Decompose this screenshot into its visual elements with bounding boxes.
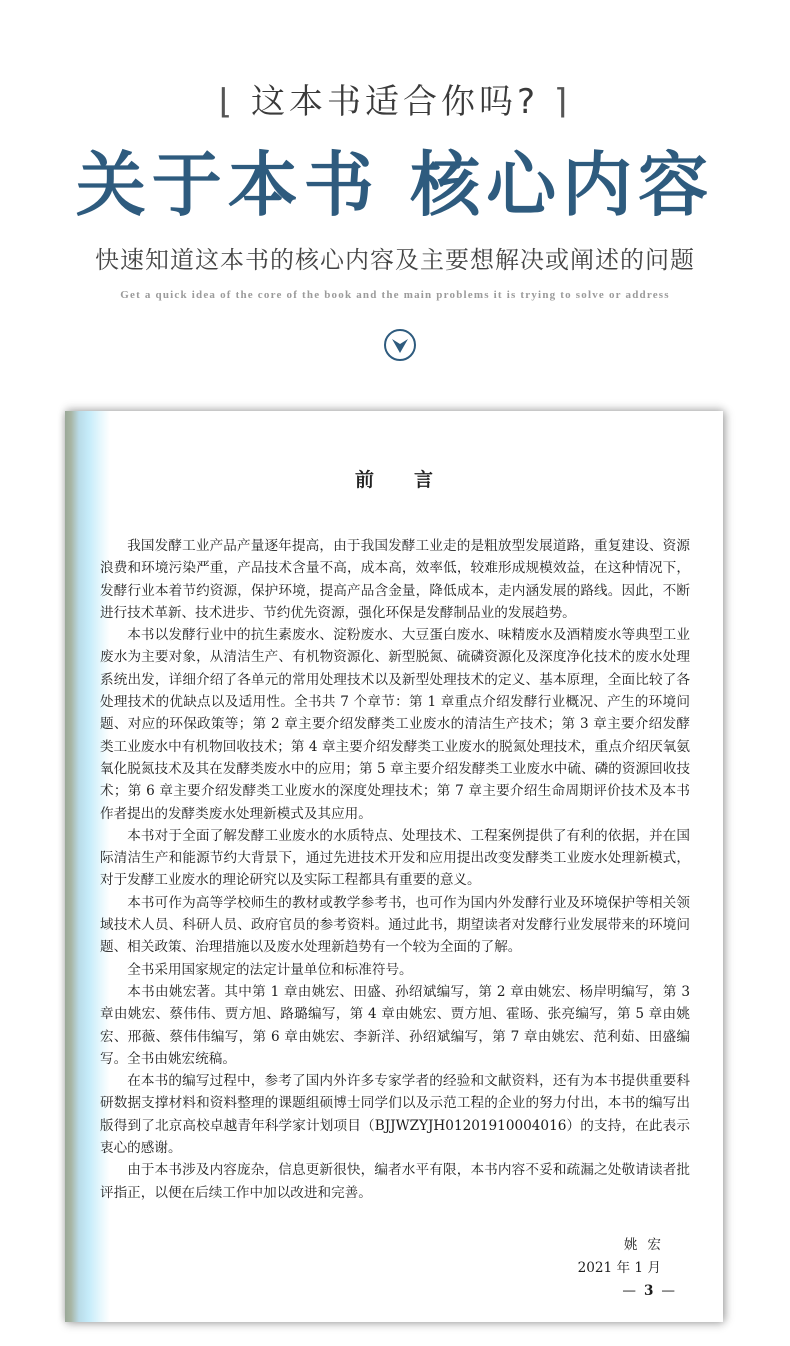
question-heading — [0, 80, 790, 124]
paragraph: 本书可作为高等学校师生的教材或教学参考书，也可作为国内外发酵行业及环境保护等相关领域技术人员、科研人员、政府官员的参考资料。通过此书，期望读者对发酵行业发展带来的环境问题、相关政策、治理措施以及废水处理新趋势有一个较为全面的了解。 — [100, 894, 690, 956]
page-number — [622, 1283, 675, 1299]
paragraph: 本书以发酵行业中的抗生素废水、淀粉废水、大豆蛋白废水、味精废水及酒精废水等典型工业废水为主要对象，从清洁生产、有机物资源化、新型脱氮、硫磷资源化及深度净化技术的废水处理系统出发，详细介绍了各单元的常用处理技术以及新型处理技术的定义、基本原理，全面比较了各处理技术的优缺点以及适用性。全书共 7 个章节：第 1 章重点介绍发酵行业概况、产生的环境问题、对应的环保政策等；第 2 章主要介绍发酵类工业废水的清洁生产技术；第 3 章主要介绍发酵类工业废水中有机物回收技术；第 4 章主要介绍发酵类工业废水的脱氮处理技术，重点介绍厌氧氨氧化脱氮技术及其在发酵类废水中的应用；第 5 章主要介绍发酵类工业废水中硫、磷的资源回收技术；第 6 章主要介绍发酵类工业废水的深度处理技术；第 7 章主要介绍生命周期评价技术及本书作者提出的发酵类废水处理新模式及其应用。 — [100, 627, 690, 822]
subtitle-english: Get a quick idea of the core of the book and the main problems it is trying to solve or address — [120, 289, 670, 301]
paragraph: 本书由姚宏著。其中第 1 章由姚宏、田盛、孙绍斌编写，第 2 章由姚宏、杨岸明编写，第 3 章由姚宏、蔡伟伟、贾方旭、路璐编写，第 4 章由姚宏、贾方旭、霍旸、张亮编写，第 5 章由姚宏、邢薇、蔡伟伟编写，第 6 章由姚宏、李新洋、孙绍斌编写，第 7 章由姚宏、范利茹、田盛编写。全书由姚宏统稿。 — [100, 983, 690, 1067]
question-text: 这本书适合你吗? — [250, 82, 540, 122]
dash-left: — — [622, 1283, 636, 1299]
scanned-book-page — [65, 411, 723, 1322]
author-name: 姚宏 — [623, 1237, 671, 1253]
scroll-down-button[interactable] — [383, 328, 417, 362]
paragraph: 我国发酵工业产品产量逐年提高，由于我国发酵工业走的是粗放型发展道路，重复建设、资源浪费和环境污染严重，产品技术含量不高，成本高，效率低，较难形成规模效益，在这种情况下，发酵行业本着节约资源，保护环境，提高产品含金量，降低成本，走内涵发展的路线。因此，不断进行技术革新、技术进步、节约优先资源，强化环保是发酵制品业的发展趋势。 — [100, 538, 690, 621]
preface-body — [100, 535, 690, 1204]
paragraph: 本书对于全面了解发酵工业废水的水质特点、处理技术、工程案例提供了有利的依据，并在国际清洁生产和能源节约大背景下，通过先进技术开发和应用提出改变发酵类工业废水处理新模式，对于发酵工业废水的理论研究以及实际工程都具有重要的意义。 — [100, 827, 690, 889]
paragraph: 全书采用国家规定的法定计量单位和标准符号。 — [127, 961, 413, 978]
signature-date: 2021 年 1 月 — [577, 1260, 661, 1276]
signature-block — [577, 1234, 671, 1280]
open-bracket: ⌊ — [218, 82, 237, 122]
chevron-down-circle-icon — [383, 328, 417, 362]
header-banner — [0, 0, 790, 400]
paragraph: 在本书的编写过程中，参考了国内外许多专家学者的经验和文献资料，还有为本书提供重要科研数据支撑材料和资料整理的课题组硕博士同学们以及示范工程的企业的努力付出，本书的编写出版得到了北京高校卓越青年科学家计划项目（BJJWZYJH01201910004016）的支持，在此表示衷心的感谢。 — [100, 1073, 690, 1157]
paragraph: 由于本书涉及内容庞杂，信息更新很快，编者水平有限，本书内容不妥和疏漏之处敬请读者批评指正，以便在后续工作中加以改进和完善。 — [100, 1162, 690, 1201]
close-bracket: ⌉ — [553, 82, 572, 122]
preface-title: 前言 — [354, 469, 473, 491]
page-number-value: 3 — [643, 1283, 654, 1299]
main-title: 关于本书 核心内容 — [75, 143, 715, 226]
dash-right: — — [661, 1283, 675, 1299]
subtitle-chinese: 快速知道这本书的核心内容及主要想解决或阐述的问题 — [95, 246, 695, 274]
